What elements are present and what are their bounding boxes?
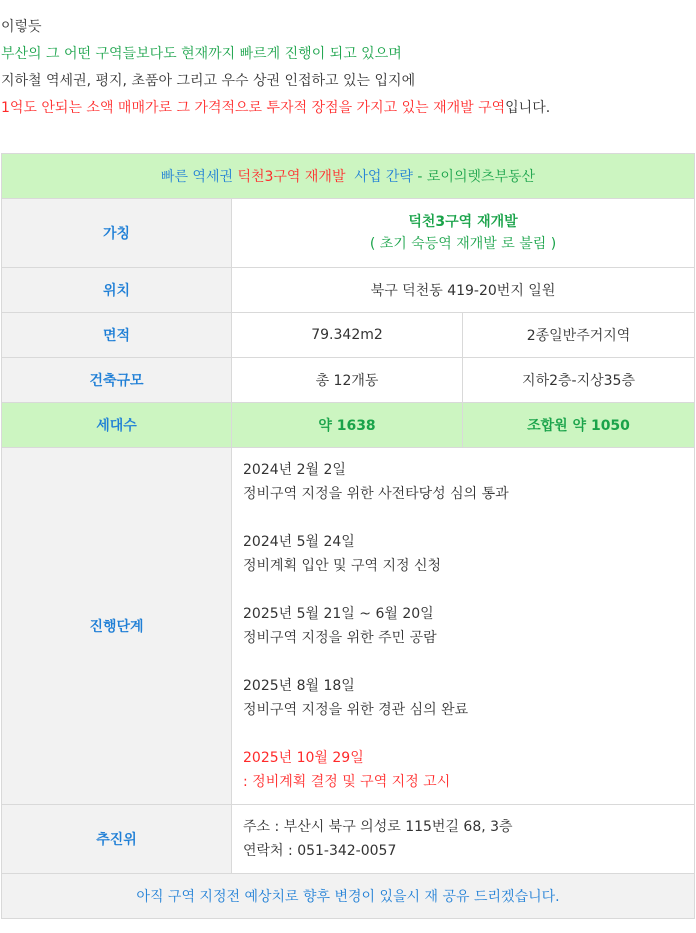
table-footer-row [2, 874, 695, 919]
table-row-progress [2, 448, 695, 805]
row-value-households: 약 1638 [232, 403, 463, 448]
progress-step [243, 674, 684, 722]
row-label-progress: 진행단계 [2, 448, 232, 805]
progress-step-date: 2024년 5월 24일 [243, 534, 355, 550]
table-row-households [2, 403, 695, 448]
row-label-scale: 건축규모 [2, 358, 232, 403]
row-label-area: 면적 [2, 313, 232, 358]
row-value-area: 79.342m2 [232, 313, 463, 358]
table-row-scale [2, 358, 695, 403]
row-value-zone: 2종일반주거지역 [463, 313, 695, 358]
table-row-name [2, 199, 695, 268]
progress-step-desc: : 정비계획 결정 및 구역 지정 고시 [243, 774, 451, 790]
intro-line-3: 지하철 역세권, 평지, 초품아 그리고 우수 상권 인접하고 있는 입지에 [1, 73, 416, 89]
progress-step-desc: 정비구역 지정을 위한 사전타당성 심의 통과 [243, 486, 509, 502]
intro-line-4-highlight: 1억도 안되는 소액 매매가로 그 가격적으로 투자적 장점을 가지고 있는 재개발 구역 [1, 100, 506, 116]
intro-line-2: 부산의 그 어떤 구역들보다도 현재까지 빠르게 진행이 되고 있으며 [1, 46, 402, 62]
project-name: 덕천3구역 재개발 [408, 214, 518, 230]
progress-step [243, 458, 684, 506]
row-value-buildings: 총 12개동 [232, 358, 463, 403]
title-part-1: 빠른 역세권 [160, 169, 238, 185]
row-value-location: 북구 덕천동 419-20번지 일원 [232, 268, 695, 313]
project-alias: ( 초기 숙등역 재개발 로 불림 ) [369, 236, 557, 252]
table-row-area [2, 313, 695, 358]
intro-line-4-tail: 입니다. [505, 100, 551, 116]
progress-step-desc: 정비구역 지정을 위한 경관 심의 완료 [243, 702, 469, 718]
footer-note: 아직 구역 지정전 예상치로 향후 변경이 있을시 재 공유 드리겠습니다. [2, 874, 695, 919]
progress-step-latest [243, 746, 684, 794]
table-header-row [2, 154, 695, 199]
progress-timeline [232, 448, 695, 805]
progress-step-desc: 정비구역 지정을 위한 주민 공람 [243, 630, 437, 646]
progress-step-date: 2025년 10월 29일 [243, 750, 364, 766]
intro-line-4 [0, 95, 696, 122]
row-label-name: 가칭 [2, 199, 232, 268]
row-label-households: 세대수 [2, 403, 232, 448]
committee-address: 주소 : 부산시 북구 의성로 115번길 68, 3층 [243, 819, 513, 835]
title-part-2: 덕천3구역 재개발 [237, 169, 346, 185]
intro-text [0, 14, 696, 122]
progress-step-date: 2025년 5월 21일 ~ 6월 20일 [243, 606, 434, 622]
title-part-3: 사업 간략 [345, 169, 413, 185]
table-row-location [2, 268, 695, 313]
progress-step-date: 2025년 8월 18일 [243, 678, 355, 694]
progress-step [243, 530, 684, 578]
row-label-location: 위치 [2, 268, 232, 313]
progress-step-desc: 정비계획 입안 및 구역 지정 신청 [243, 558, 442, 574]
project-summary-table [1, 153, 695, 919]
progress-step-date: 2024년 2월 2일 [243, 462, 346, 478]
committee-info [232, 805, 695, 874]
committee-contact: 연락처 : 051-342-0057 [243, 843, 397, 859]
table-title [2, 154, 695, 199]
table-row-committee [2, 805, 695, 874]
row-value-name [232, 199, 695, 268]
row-label-committee: 추진위 [2, 805, 232, 874]
row-value-members: 조합원 약 1050 [463, 403, 695, 448]
title-part-4: - 로이의렛츠부동산 [412, 169, 536, 185]
row-value-floors: 지하2층-지상35층 [463, 358, 695, 403]
intro-line-1: 이렇듯 [1, 19, 42, 35]
progress-step [243, 602, 684, 650]
